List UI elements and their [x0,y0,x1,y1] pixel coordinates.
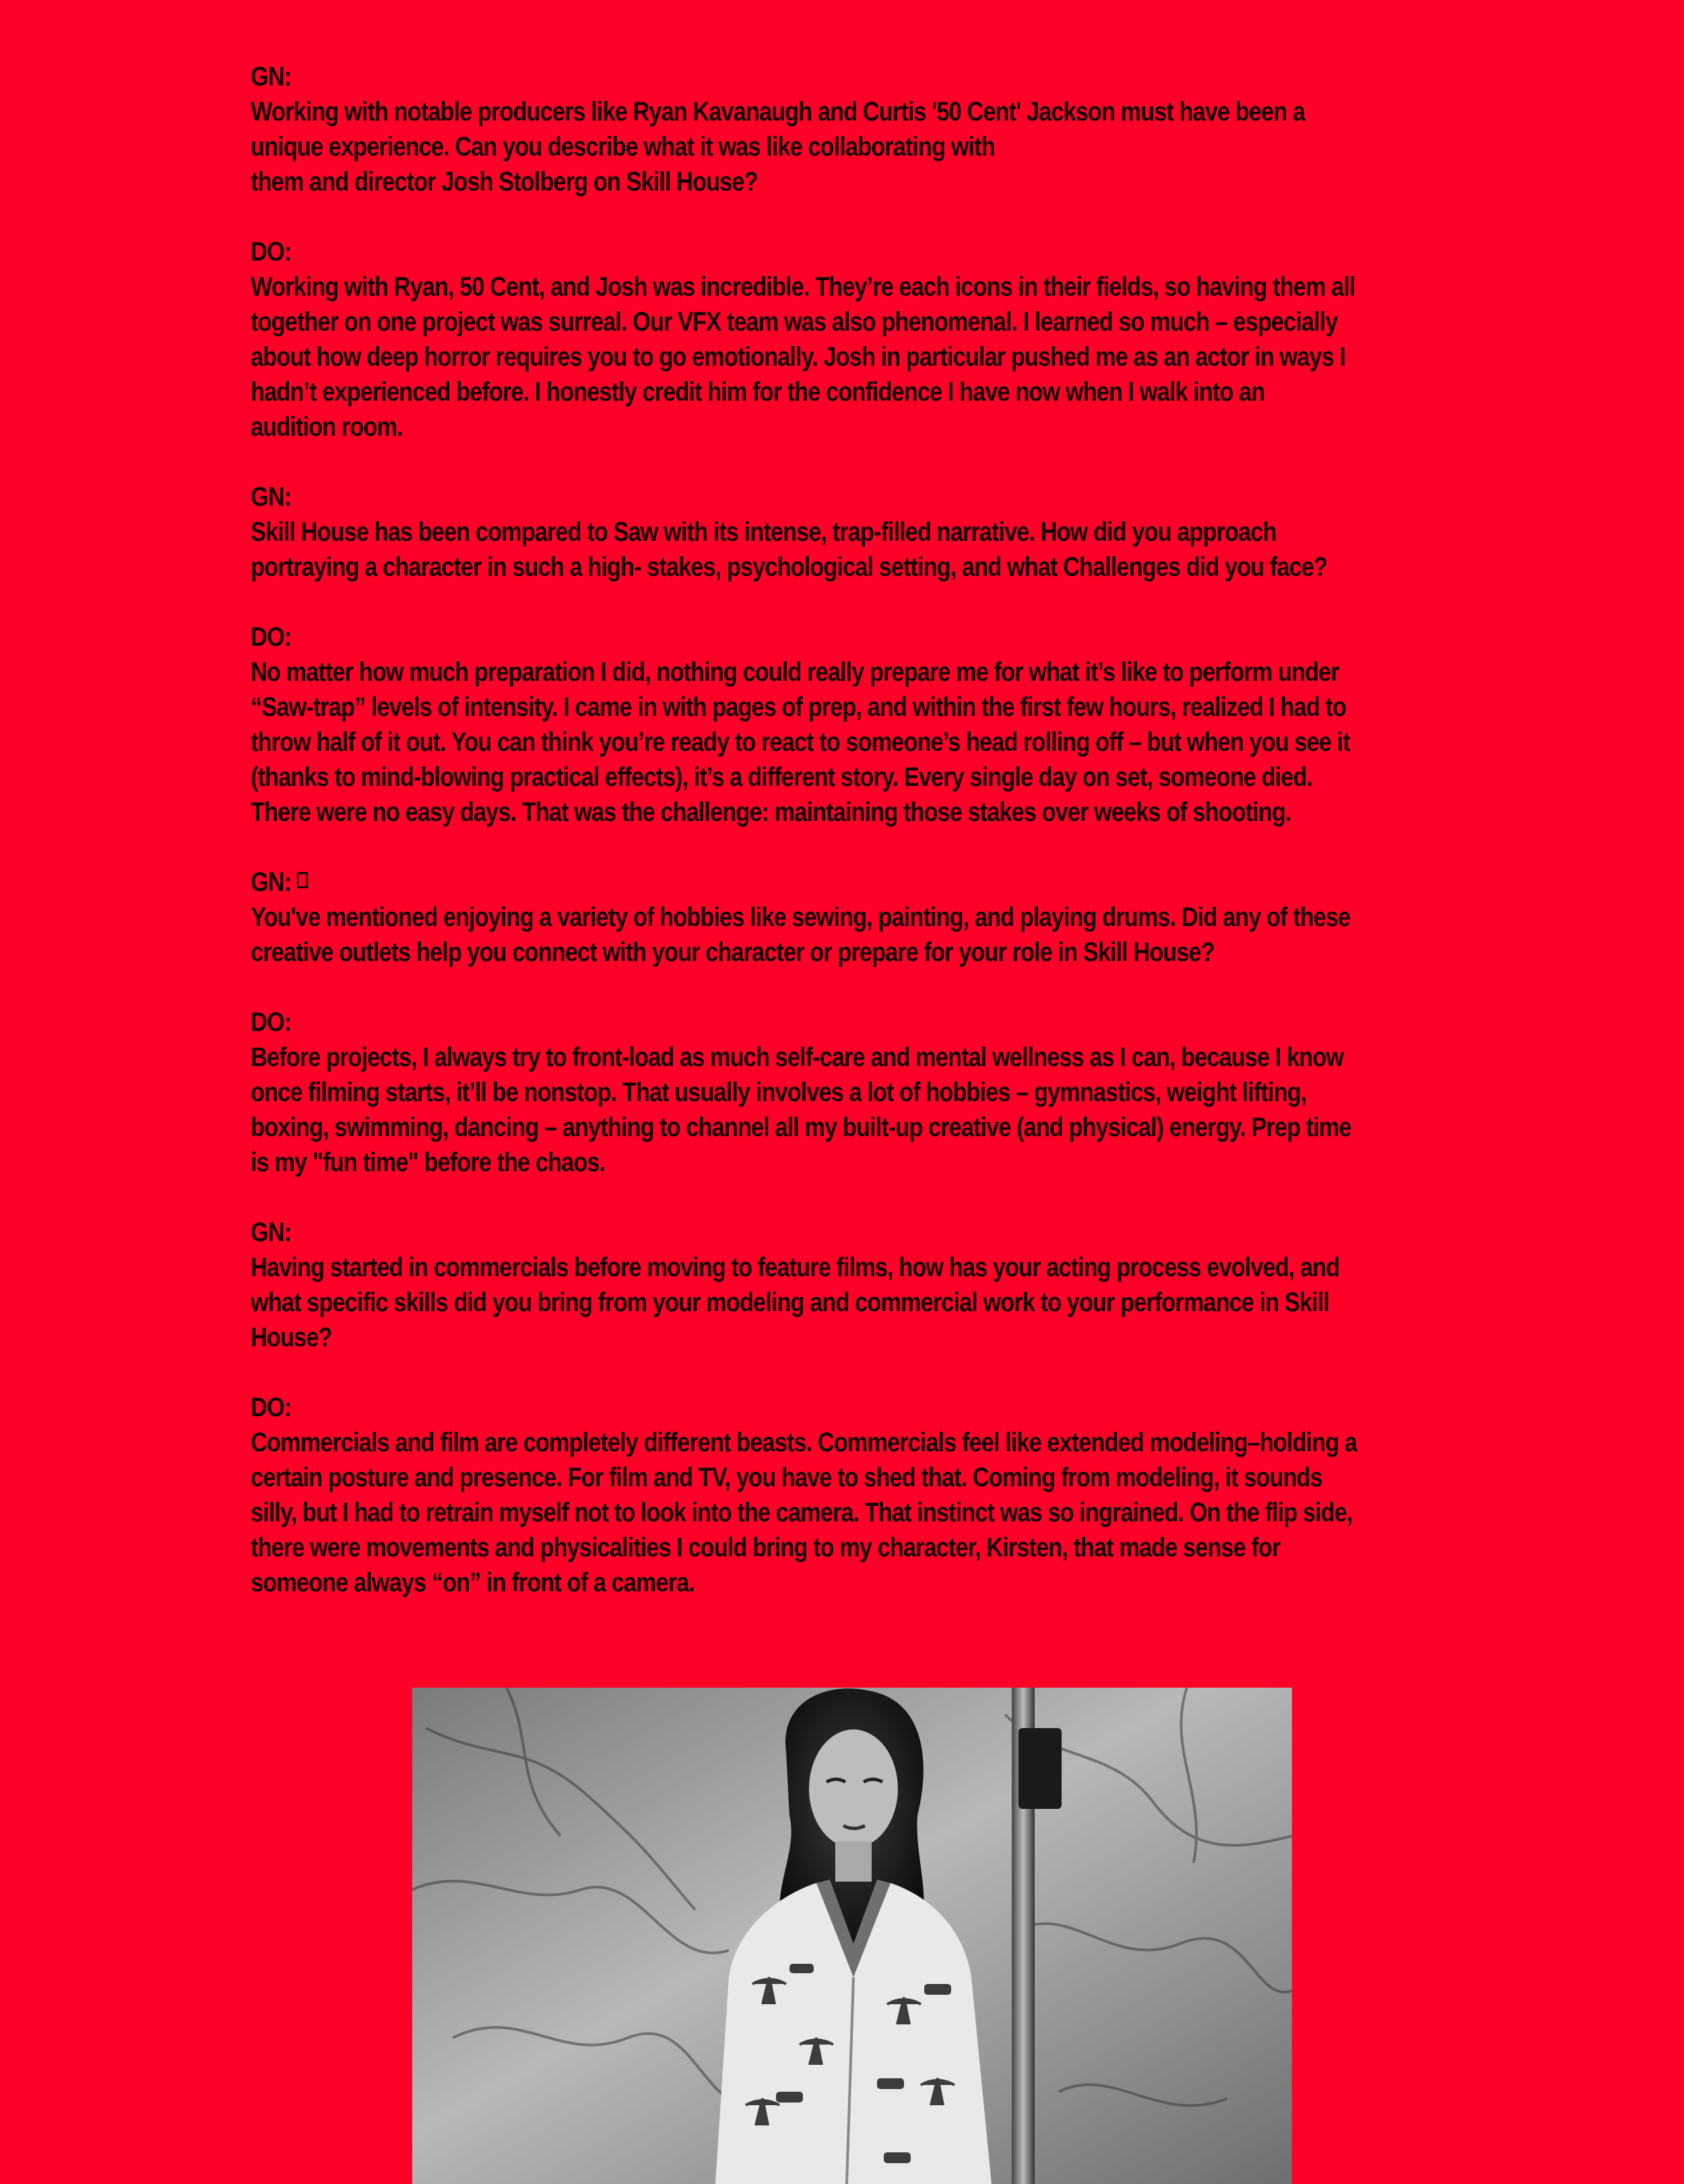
text-line: unique experience. Can you describe what it was like collaborating with [251,132,995,162]
speaker-label [251,865,1340,900]
qa-block [251,234,1517,444]
text-line: Commercials and film are completely different beasts. Commercials feel like extended modeling–holding a [251,1428,1357,1457]
speaker-text: GN: [251,867,292,897]
interview-article [251,59,1517,1635]
text-line: You've mentioned enjoying a variety of hobbies like sewing, painting, and playing drums. Did any of these [251,902,1351,932]
neck-shape [835,1841,872,1882]
text-line: “Saw-trap” levels of intensity. I came in with pages of prep, and within the first few hours, realized I had to [251,692,1347,722]
missing-glyph-icon [297,872,308,888]
speaker-text: DO: [251,1393,292,1422]
speaker-label [251,479,1340,515]
qa-block [251,620,1517,830]
speaker-label [251,1005,1340,1040]
qa-block [251,59,1517,199]
text-line: about how deep horror requires you to go emotionally. Josh in particular pushed me as an actor in ways I [251,342,1346,372]
qa-list [251,59,1517,1600]
qa-block [251,865,1517,970]
qa-block [251,1390,1517,1600]
speaker-text: GN: [251,62,292,92]
speaker-text: DO: [251,1007,292,1037]
text-line: Before projects, I always try to front-load as much self-care and mental wellness as I can, because I know [251,1043,1344,1072]
text-line: Skill House has been compared to Saw with its intense, trap-filled narrative. How did you approach [251,517,1276,547]
speaker-text: DO: [251,622,292,652]
qa-block [251,1005,1517,1180]
speaker-label [251,1390,1340,1425]
speaker-text: GN: [251,482,292,512]
answer-text [251,1425,1519,1600]
text-line: portraying a character in such a high- stakes, psychological setting, and what Challenges did you face? [251,552,1328,582]
question-text [251,900,1519,970]
text-line: silly, but I had to retrain myself not to look into the camera. That instinct was so ingrained. On the flip side, [251,1498,1353,1527]
text-line: Working with Ryan, 50 Cent, and Josh was incredible. They’re each icons in their fields, so having them all [251,272,1355,302]
pole-fixture [1018,1728,1062,1809]
text-line: throw half of it out. You can think you’re ready to react to someone’s head rolling off – but when you see it [251,727,1350,757]
text-line: there were movements and physicalities I could bring to my character, Kirsten, that made sense for [251,1533,1281,1562]
speaker-label [251,620,1340,655]
text-line: No matter how much preparation I did, nothing could really prepare me for what it’s like to perform under [251,657,1339,687]
text-line: House? [251,1323,332,1352]
text-line: what specific skills did you bring from your modeling and commercial work to your performance in Skill [251,1288,1329,1317]
speaker-text: GN: [251,1218,292,1247]
face-shape [809,1729,898,1848]
answer-text [251,1040,1519,1180]
speaker-label [251,1215,1340,1250]
text-line: them and director Josh Stolberg on Skill House? [251,167,758,197]
question-text [251,94,1519,199]
text-line: (thanks to mind-blowing practical effects), it’s a different story. Every single day on set, someone died. [251,762,1313,792]
speaker-text: DO: [251,237,292,267]
text-line: together on one project was surreal. Our VFX team was also phenomenal. I learned so much – especially [251,307,1338,337]
text-line: is my "fun time" before the chaos. [251,1148,606,1177]
text-line: certain posture and presence. For film and TV, you have to shed that. Coming from modeling, it sounds [251,1463,1322,1492]
question-text [251,515,1519,585]
text-line: audition room. [251,412,403,442]
qa-block [251,1215,1517,1355]
text-line: someone always “on” in front of a camera. [251,1568,694,1597]
qa-block [251,479,1517,585]
portrait-illustration [412,1688,1292,2184]
portrait-photo [412,1688,1292,2184]
text-line: boxing, swimming, dancing – anything to channel all my built-up creative (and physical) energy. Prep time [251,1113,1351,1142]
question-text [251,1250,1519,1355]
text-line: creative outlets help you connect with your character or prepare for your role in Skill House? [251,937,1215,967]
answer-text [251,655,1519,830]
answer-text [251,269,1519,444]
text-line: hadn’t experienced before. I honestly credit him for the confidence I have now when I walk into an [251,377,1265,407]
text-line: There were no easy days. That was the challenge: maintaining those stakes over weeks of shooting. [251,797,1291,827]
text-line: Working with notable producers like Ryan Kavanaugh and Curtis '50 Cent' Jackson must have been a [251,97,1305,127]
text-line: once filming starts, it’ll be nonstop. That usually involves a lot of hobbies – gymnastics, weight lifting, [251,1078,1307,1107]
speaker-label [251,59,1340,94]
speaker-label [251,234,1340,269]
text-line: Having started in commercials before moving to feature films, how has your acting process evolved, and [251,1253,1340,1282]
